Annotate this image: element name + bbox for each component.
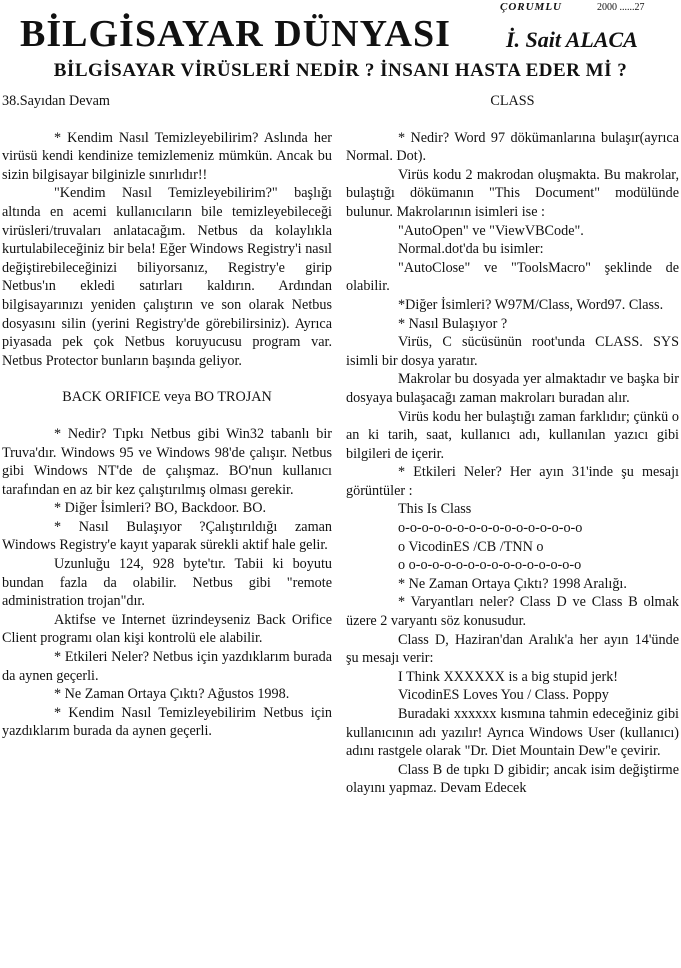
right-column [346,92,679,798]
paragraph: Virüs, C sücüsünün root'unda CLASS. SYS isimli bir dosya yaratır. [346,334,679,369]
paragraph: "AutoClose" ve "ToolsMacro" şeklinde de olabilir. [346,259,679,295]
message-line: o o-o-o-o-o-o-o-o-o-o-o-o-o-o-o [398,557,582,574]
article-headline: BİLGİSAYAR VİRÜSLERİ NEDİR ? İNSANI HASTA EDER Mİ ? [53,60,628,81]
spacer [2,370,332,388]
paragraph: * Etkileri Neler? Netbus için yazdıklarım burada da aynen geçerli. [2,649,332,684]
paragraph: Class B de tıpkı D gibidir; ancak isim değiştirme olayını yapmaz. Devam Edecek [346,761,679,797]
masthead [0,0,681,92]
paragraph: * Nasıl Bulaşıyor ?Çalıştırıldığı zaman Windows Registry'e kayıt yaparak sürekli aktif hale gelir. [2,518,332,554]
message-line: o VicodinES /CB /TNN o [398,538,544,555]
paragraph: Class D, Haziran'dan Aralık'a her ayın 14'ünde şu mesajı verir: [346,631,679,667]
paragraph: * Nasıl Bulaşıyor ? [398,315,508,332]
subheading-class: CLASS [490,93,535,109]
subheading-back-orifice: BACK ORIFICE veya BO TROJAN [62,389,272,406]
issue-date: 2000 ......27 [597,2,645,13]
paragraph: Uzunluğu 124, 928 byte'tır. Tabii ki boyutu bundan fazla da olabilir. Netbus gibi "remote administration trojan"dır. [2,556,332,610]
paragraph: * Diğer İsimleri? BO, Backdoor. BO. [54,500,266,517]
paragraph: * Varyantları neler? Class D ve Class B olmak üzere 2 varyantı söz konusudur. [346,594,679,630]
paragraph: Buradaki xxxxxx kısmına tahmin edeceğiniz gibi kullanıcının adı yazılır! Ayrıca Windows User (kullanıcı) adını rastgele olarak "Dr. Diet Mountain Dew"e çevirir. [346,706,679,760]
paragraph: Virüs kodu 2 makrodan oluşmakta. Bu makrolar, bulaştığı dökümanın "This Document" modülünde bulunur. Makrolarının isimleri ise : [346,166,679,220]
left-column [2,92,332,741]
message-line: o-o-o-o-o-o-o-o-o-o-o-o-o-o-o-o [398,520,583,537]
paragraph: * Etkileri Neler? Her ayın 31'inde şu mesajı görüntüler : [346,464,679,499]
paragraph: * Kendim Nasıl Temizleyebilirim Netbus için yazdıklarım burada da aynen geçerli. [2,704,332,740]
paragraph: * Ne Zaman Ortaya Çıktı? Ağustos 1998. [54,686,290,703]
magazine-name: ÇORUMLU [500,1,563,13]
paragraph: Virüs kodu her bulaştığı zaman farklıdır; çünkü o an ki tarih, saat, kullanıcı adı, kullanılan yazıcı gibi bilgileri de içerir. [346,408,679,462]
paragraph: Aktifse ve Internet üzrindeyseniz Back Orifice Client programı olan kişi kontrolü ele alabilir. [2,611,332,647]
paragraph: * Nedir? Tıpkı Netbus gibi Win32 tabanlı bir Truva'dır. Windows 95 ve Windows 98'de çalışır. Netbus gibi Windows NT'de de çalışmaz. BO'nun kullanıcı tarafından en az bir kez çalıştırılmış olması gerekir. [2,425,332,498]
continuation-note: 38.Sayıdan Devam [2,93,110,109]
paragraph: * Nedir? Word 97 dökümanlarına bulaşır(ayrıca Normal. Dot). [346,129,679,165]
section-title: BİLGİSAYAR DÜNYASI [20,13,451,55]
paragraph: * Kendim Nasıl Temizleyebilirim? Aslında her virüsü kendi kendinize temizlemeniz mümkün. Ancak bu sizin bilgisayar bilginizle sınırlıdır!! [2,129,332,183]
message-line: VicodinES Loves You / Class. Poppy [398,687,609,704]
author-name: İ. Sait ALACA [506,27,638,52]
macro-line: "AutoOpen" ve "ViewVBCode". [398,222,584,239]
paragraph: Makrolar bu dosyada yer almaktadır ve başka bir dosyaya bulaşacağı zaman makroları buradan alır. [346,371,679,406]
paragraph: "Kendim Nasıl Temizleyebilirim?" başlığı altında en acemi kullanıcıların bile temizleyebileceği virüsleri/truvaları anlatacağım. Netbus da kolaylıkla kurtulabileceğiniz bir bela! Eğer Windows Registry'i nasıl değiştirebileceğinizi biliyorsanız, Registry'e girip Netbus'ın ekledi satırları kaldırın. Ardından bilgisayarınızı yeniden çalıştırın ve son olarak Netbus dosyasını silin (yerini Registry'de görebilirsiniz). Ayrıca piyasada pek çok Netbus koruyucusu program var. Netbus Protector bunların başında geliyor. [2,185,332,369]
message-line: This Is Class [398,501,472,518]
paragraph: * Ne Zaman Ortaya Çıktı? 1998 Aralığı. [398,575,627,592]
spacer [2,111,332,129]
paragraph: *Diğer İsimleri? W97M/Class, Word97. Class. [398,296,664,313]
message-line: I Think XXXXXX is a big stupid jerk! [398,668,619,685]
macro-line: Normal.dot'da bu isimler: [398,241,544,258]
